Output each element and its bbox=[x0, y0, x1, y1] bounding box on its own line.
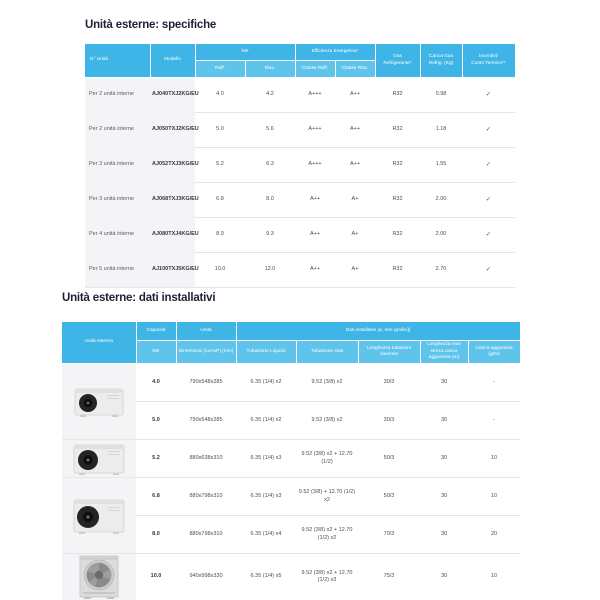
outdoor-unit-image bbox=[62, 440, 136, 478]
checkmark-icon: ✓ bbox=[462, 78, 515, 113]
col-header-raff: Raff. bbox=[195, 61, 245, 78]
header-label-line: Incentivi/ bbox=[479, 53, 498, 59]
cell-lunghezza: 75/3 bbox=[358, 554, 420, 600]
col-header-modello: Modello bbox=[150, 44, 195, 78]
specs-header-group-row bbox=[85, 44, 515, 61]
cell-risc: 5.6 bbox=[245, 113, 295, 148]
cell-carica-aggiuntiva: 10 bbox=[468, 478, 520, 516]
cell-dimensioni: 790x548x285 bbox=[176, 402, 236, 440]
cell-tubazione-gas: 9.52 (3/8) x2 + 12.70 (1/2) x3 bbox=[296, 554, 358, 600]
cell-carica: 2.70 bbox=[420, 253, 462, 288]
cell-classe-risc: A++ bbox=[335, 148, 375, 183]
cell-lunghezza-max: 30 bbox=[420, 440, 468, 478]
outdoor-unit-medium-icon bbox=[70, 496, 128, 536]
col-header-dimensioni: Dimensioni (LxAxP) (mm) bbox=[176, 341, 236, 364]
cell-carica-aggiuntiva: - bbox=[468, 364, 520, 402]
checkmark-icon: ✓ bbox=[462, 113, 515, 148]
cell-carica-aggiuntiva: 10 bbox=[468, 440, 520, 478]
table-row bbox=[85, 78, 515, 113]
table-row bbox=[62, 554, 520, 600]
outdoor-unit-small-icon bbox=[71, 385, 127, 419]
cell-tubazione-liquido: 6.35 (1/4) x2 bbox=[236, 364, 296, 402]
table-row bbox=[85, 113, 515, 148]
cell-modello: AJ080TXJ4KG/EU bbox=[150, 218, 195, 253]
checkmark-icon: ✓ bbox=[462, 148, 515, 183]
cell-gas: R32 bbox=[375, 218, 420, 253]
cell-classe-raff: A+++ bbox=[295, 113, 335, 148]
cell-classe-raff: A++ bbox=[295, 253, 335, 288]
cell-raff: 5.0 bbox=[195, 113, 245, 148]
col-header-incentivi bbox=[462, 44, 515, 78]
cell-raff: 10.0 bbox=[195, 253, 245, 288]
cell-gas: R32 bbox=[375, 183, 420, 218]
cell-tubazione-liquido: 6.35 (1/4) x3 bbox=[236, 478, 296, 516]
cell-dimensioni: 940x998x330 bbox=[176, 554, 236, 600]
cell-risc: 9.3 bbox=[245, 218, 295, 253]
col-header-risc: Risc. bbox=[245, 61, 295, 78]
cell-dimensioni: 880x638x310 bbox=[176, 440, 236, 478]
cell-capacita: 5.2 bbox=[136, 440, 176, 478]
header-label-line: Gas bbox=[393, 53, 402, 59]
cell-classe-risc: A++ bbox=[335, 113, 375, 148]
table-row bbox=[62, 440, 520, 478]
cell-tubazione-liquido: 6.35 (1/4) x5 bbox=[236, 554, 296, 600]
col-header-kw: kW bbox=[136, 341, 176, 364]
cell-lunghezza-max: 30 bbox=[420, 554, 468, 600]
table-row bbox=[62, 364, 520, 402]
cell-dimensioni: 790x548x285 bbox=[176, 364, 236, 402]
specs-table bbox=[85, 44, 516, 288]
cell-n-unita: Per 5 unità interne bbox=[85, 253, 150, 288]
cell-tubazione-gas: 9.52 (3/8) x2 bbox=[296, 364, 358, 402]
outdoor-unit-image bbox=[62, 554, 136, 600]
col-header-kw-group: kW bbox=[195, 44, 295, 61]
header-label-line: Refrig. (Kg) bbox=[428, 60, 454, 66]
cell-risc: 6.3 bbox=[245, 148, 295, 183]
checkmark-icon: ✓ bbox=[462, 218, 515, 253]
col-header-carica-gas bbox=[420, 44, 462, 78]
table-row bbox=[85, 148, 515, 183]
install-header-group-row bbox=[62, 322, 520, 341]
cell-raff: 4.0 bbox=[195, 78, 245, 113]
cell-classe-risc: A++ bbox=[335, 78, 375, 113]
col-header-carica-aggiuntiva: Carica aggiuntiva (g/m) bbox=[468, 341, 520, 364]
cell-tubazione-liquido: 6.35 (1/4) x4 bbox=[236, 516, 296, 554]
cell-tubazione-gas: 9.52 (3/8) x2 + 12.70 (1/2) bbox=[296, 440, 358, 478]
cell-classe-raff: A+++ bbox=[295, 148, 335, 183]
header-label-line: Conto Termico** bbox=[471, 60, 506, 66]
table-row bbox=[62, 478, 520, 516]
header-label-line: Carica Gas bbox=[429, 53, 453, 59]
col-header-n-unita: N° Unità bbox=[85, 44, 150, 78]
table-row bbox=[85, 253, 515, 288]
cell-capacita: 4.0 bbox=[136, 364, 176, 402]
install-table-title: Unità esterne: dati installativi bbox=[62, 292, 216, 304]
cell-tubazione-gas: 9.52 (3/8) + 12.70 (1/2) x2 bbox=[296, 478, 358, 516]
table-row bbox=[85, 218, 515, 253]
cell-carica-aggiuntiva: 10 bbox=[468, 554, 520, 600]
cell-n-unita: Per 2 unità interne bbox=[85, 78, 150, 113]
cell-n-unita: Per 4 unità interne bbox=[85, 218, 150, 253]
cell-carica: 2.00 bbox=[420, 218, 462, 253]
cell-lunghezza-max: 30 bbox=[420, 364, 468, 402]
outdoor-unit-medium-icon bbox=[70, 441, 128, 477]
cell-carica: 1.55 bbox=[420, 148, 462, 183]
cell-modello: AJ050TXJ2KG/EU bbox=[150, 113, 195, 148]
cell-risc: 8.0 bbox=[245, 183, 295, 218]
col-header-unita-esterna: Unità esterna bbox=[62, 322, 136, 364]
cell-capacita: 8.0 bbox=[136, 516, 176, 554]
cell-classe-risc: A+ bbox=[335, 218, 375, 253]
col-header-dati-installativi-group: Dati installativi [ø, mm (pollici)] bbox=[236, 322, 520, 341]
col-header-lunghezza-tubazioni: Lunghezza tubazioni max/min bbox=[358, 341, 420, 364]
cell-n-unita: Per 3 unità interne bbox=[85, 183, 150, 218]
cell-lunghezza-max: 30 bbox=[420, 478, 468, 516]
outdoor-unit-image bbox=[62, 478, 136, 554]
cell-modello: AJ100TXJ5KG/EU bbox=[150, 253, 195, 288]
col-header-efficienza-group: Efficienza Energetica* bbox=[295, 44, 375, 61]
cell-lunghezza-max: 30 bbox=[420, 402, 468, 440]
cell-lunghezza: 30/3 bbox=[358, 364, 420, 402]
cell-n-unita: Per 2 unità interne bbox=[85, 113, 150, 148]
cell-lunghezza: 70/3 bbox=[358, 516, 420, 554]
specs-table-title: Unità esterne: specifiche bbox=[85, 19, 217, 31]
col-header-tubazione-gas: Tubazione Gas bbox=[296, 341, 358, 364]
install-table bbox=[62, 322, 521, 600]
cell-carica: 1.18 bbox=[420, 113, 462, 148]
cell-lunghezza: 30/3 bbox=[358, 402, 420, 440]
cell-gas: R32 bbox=[375, 148, 420, 183]
cell-classe-raff: A++ bbox=[295, 183, 335, 218]
col-header-classe-risc: Classe Risc. bbox=[335, 61, 375, 78]
cell-dimensioni: 880x798x310 bbox=[176, 478, 236, 516]
cell-gas: R32 bbox=[375, 253, 420, 288]
cell-classe-raff: A++ bbox=[295, 218, 335, 253]
cell-capacita: 6.8 bbox=[136, 478, 176, 516]
cell-classe-risc: A+ bbox=[335, 183, 375, 218]
cell-lunghezza: 50/3 bbox=[358, 440, 420, 478]
cell-gas: R32 bbox=[375, 113, 420, 148]
cell-dimensioni: 880x798x310 bbox=[176, 516, 236, 554]
table-row bbox=[85, 183, 515, 218]
cell-carica: 2.00 bbox=[420, 183, 462, 218]
col-header-unita-group: Unità bbox=[176, 322, 236, 341]
cell-classe-raff: A+++ bbox=[295, 78, 335, 113]
cell-classe-risc: A+ bbox=[335, 253, 375, 288]
cell-carica-aggiuntiva: - bbox=[468, 402, 520, 440]
header-label-line: Refrigerante* bbox=[383, 60, 412, 66]
cell-modello: AJ040TXJ2KG/EU bbox=[150, 78, 195, 113]
cell-modello: AJ052TXJ3KG/EU bbox=[150, 148, 195, 183]
checkmark-icon: ✓ bbox=[462, 183, 515, 218]
cell-capacita: 5.0 bbox=[136, 402, 176, 440]
checkmark-icon: ✓ bbox=[462, 253, 515, 288]
cell-tubazione-gas: 9.52 (3/8) x2 bbox=[296, 402, 358, 440]
cell-lunghezza: 50/3 bbox=[358, 478, 420, 516]
cell-carica: 0.98 bbox=[420, 78, 462, 113]
cell-gas: R32 bbox=[375, 78, 420, 113]
cell-raff: 8.0 bbox=[195, 218, 245, 253]
cell-capacita: 10.0 bbox=[136, 554, 176, 600]
col-header-tubazione-liquido: Tubazione Liquido bbox=[236, 341, 296, 364]
cell-tubazione-gas: 9.52 (3/8) x2 + 12.70 (1/2) x2 bbox=[296, 516, 358, 554]
cell-n-unita: Per 3 unità interne bbox=[85, 148, 150, 183]
cell-risc: 4.2 bbox=[245, 78, 295, 113]
col-header-gas-refrigerante bbox=[375, 44, 420, 78]
col-header-lunghezza-max: Lunghezza max senza carica aggiuntiva (m) bbox=[420, 341, 468, 364]
col-header-classe-raff: Classe Raff. bbox=[295, 61, 335, 78]
cell-modello: AJ068TXJ3KG/EU bbox=[150, 183, 195, 218]
outdoor-unit-large-icon bbox=[73, 554, 125, 600]
cell-tubazione-liquido: 6.35 (1/4) x2 bbox=[236, 402, 296, 440]
cell-raff: 6.8 bbox=[195, 183, 245, 218]
cell-lunghezza-max: 30 bbox=[420, 516, 468, 554]
cell-risc: 12.0 bbox=[245, 253, 295, 288]
col-header-capacita: Capacità bbox=[136, 322, 176, 341]
cell-tubazione-liquido: 6.35 (1/4) x3 bbox=[236, 440, 296, 478]
outdoor-unit-image bbox=[62, 364, 136, 440]
cell-carica-aggiuntiva: 20 bbox=[468, 516, 520, 554]
cell-raff: 5.2 bbox=[195, 148, 245, 183]
